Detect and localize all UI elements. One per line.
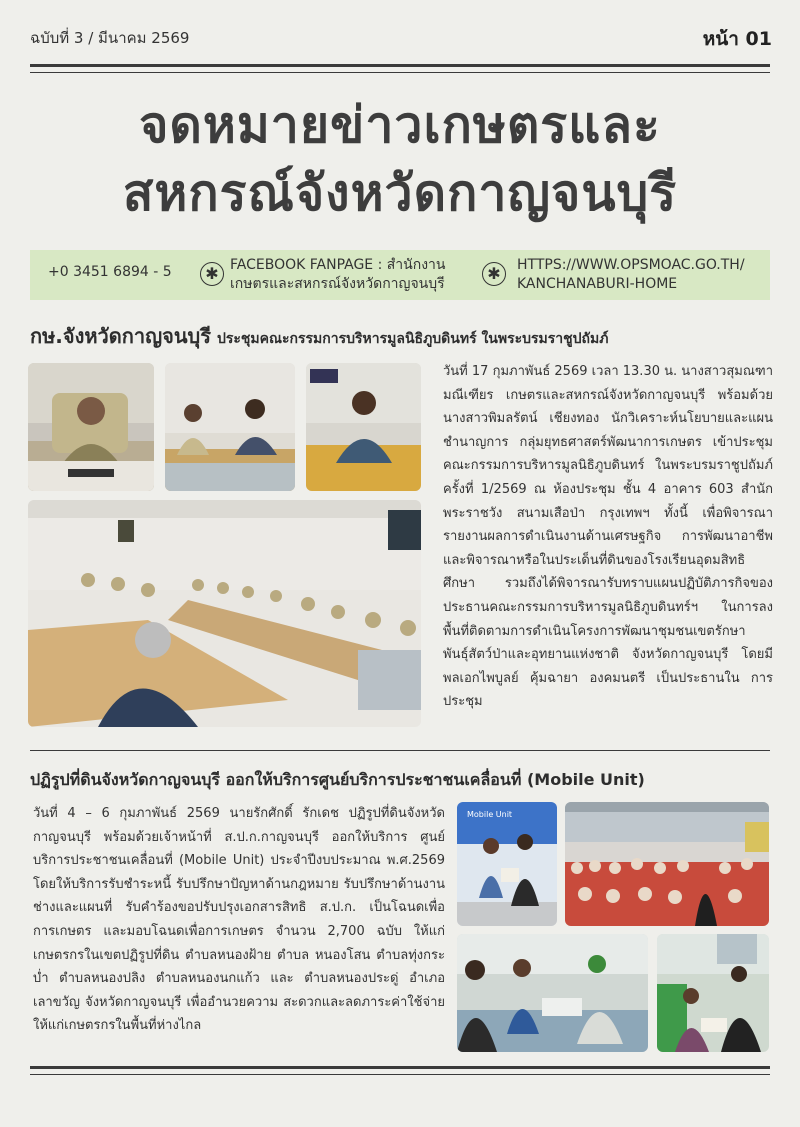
article1-photo-official [28,363,154,491]
facebook-fanpage[interactable] [230,256,445,294]
article2-photo-signing [657,934,769,1052]
contact-banner [30,250,770,300]
newsletter-title-line1: จดหมายข่าวเกษตรและ [139,96,661,154]
article1-heading-rest: ประชุมคณะกรรมการบริหารมูลนิธิภูบดินทร์ ในพระบรมราชูปถัมภ์ [217,331,609,347]
article1-heading-bold: กษ.จังหวัดกาญจนบุรี [30,324,211,348]
asterisk-circle-icon: ✱ [482,262,506,286]
facebook-line1: FACEBOOK FANPAGE : สำนักงาน [230,257,446,273]
article2-photo-handover [457,802,557,926]
page-number: หน้า 01 [702,28,772,50]
website-line2: KANCHANABURI-HOME [517,276,678,292]
article1-heading [30,320,608,352]
article2-body: วันที่ 4 – 6 กุมภาพันธ์ 2569 นายรักศักดิ์ รักเดช ปฏิรูปที่ดินจังหวัด กาญจนบุรี พร้อมด้วยเจ้าหน้าที่ ส.ป.ก.กาญจนบุรี ออกให้บริการ ศูนย์บริการประชาชนเคลื่อนที่ (Mobile Unit) ประจำปีงบประมาณ พ.ศ.2569 โดยให้บริการรับชำระหนี้ รับปรึกษาปัญหาด้านกฎหมาย รับปรึกษาด้านงานช่างและแผนที่ รับคำร้องขอปรับปรุงเอกสารสิทธิ ส.ป.ก. เป็นโฉนดเพื่อการเกษตร และมอบโฉนดเพื่อการเกษตร จำนวน 2,700 ฉบับ ให้แก่เกษตรกรในเขตปฏิรูปที่ดิน ตำบลหนองฝ้าย ตำบล หนองโสน ตำบลทุ่งกระบ่ำ ตำบลหนองปลิง ตำบลหนองนกแก้ว และ ตำบลหนองประดู่ อำเภอเลาขวัญ จังหวัดกาญจนบุรี เพื่ออำนวยความ สะดวกและลดภาระค่าใช้จ่ายให้แก่เกษตรกรในพื้นที่ห่างไกล [33,806,445,1034]
article1-photo-meeting-room [28,500,421,727]
footer-divider [30,1066,770,1075]
website-link[interactable] [517,256,745,294]
mobile-unit-sign: Mobile Unit [467,810,513,819]
article1-photo-attendees [165,363,295,491]
facebook-line2: เกษตรและสหกรณ์จังหวัดกาญจนบุรี [230,276,445,292]
article1-body: วันที่ 17 กุมภาพันธ์ 2569 เวลา 13.30 น. นางสาวสุมณฑา มณีเฑียร เกษตรและสหกรณ์จังหวัดกาญจนบุรี พร้อมด้วย นางสาวพิมลรัตน์ เชียงทอง นักวิเคราะห์นโยบายและแผน ชำนาญการ กลุ่มยุทธศาสตร์พัฒนาการเกษตร เข้าประชุม คณะกรรมการบริหารมูลนิธิภูบดินทร์ ในพระบรมราชูปถัมภ์ ครั้งที่ 1/2569 ณ ห้องประชุม ชั้น 4 อาคาร 603 สำนัก พระราชวัง สนามเสือป่า กรุงเทพฯ ทั้งนี้ เพื่อพิจารณา รายงานผลการดำเนินงานด้านเศรษฐกิจ การพัฒนาอาชีพ และพิจารณาหรือในประเด็นที่ดินของโรงเรียนอุดมสิทธิ ศึกษา รวมถึงได้พิจารณารับทราบแผนปฏิบัติภารกิจของ ประธานคณะกรรมการบริหารมูลนิธิภูบดินทร์ฯ ในการลง พื้นที่ติดตามการดำเนินโครงการพัฒนาชุมชนเขตรักษา พันธุ์สัตว์ป่าและอุทยานแห่งชาติ จังหวัดกาญจนบุรี โดยมี พลเอกไพบูลย์ คุ้มฉายา องคมนตรี เป็นประธานใน การประชุม [443,364,773,710]
article2-photo-crowd [565,802,769,926]
phone-number: +0 3451 6894 - 5 [48,264,172,280]
article1-photo-delegate [306,363,421,491]
masthead-bar [0,0,800,60]
section-divider [30,750,770,751]
article2-photo-service-desk [457,934,648,1052]
issue-label: ฉบับที่ 3 / มีนาคม 2569 [30,29,190,47]
website-line1: HTTPS://WWW.OPSMOAC.GO.TH/ [517,257,745,273]
header-divider [30,64,770,73]
asterisk-circle-icon: ✱ [200,262,224,286]
article2-heading: ปฏิรูปที่ดินจังหวัดกาญจนบุรี ออกให้บริการศูนย์บริการประชาชนเคลื่อนที่ (Mobile Unit) [30,770,645,789]
newsletter-title-line2: สหกรณ์จังหวัดกาญจนบุรี [122,164,678,222]
